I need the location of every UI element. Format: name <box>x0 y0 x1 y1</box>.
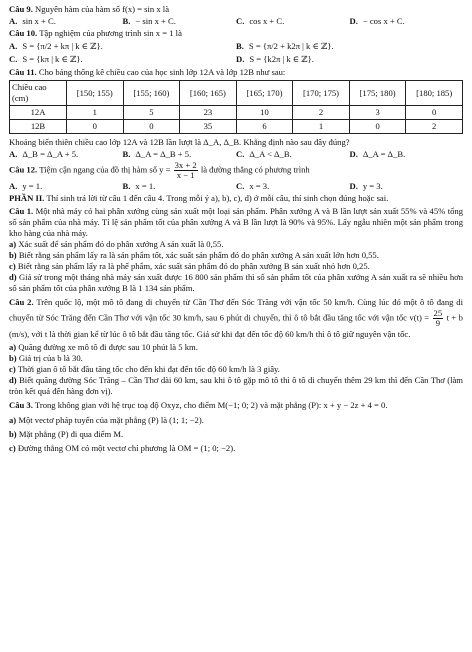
part2-question-3-text: Trong không gian với hệ trục toạ độ Oxyz, cho điểm M(−1; 0; 2) và mặt phẳng (P): x + y − 2z + 4 = 0. <box>34 399 388 410</box>
statement-label: d) <box>9 272 17 283</box>
table-cell: 1 <box>67 106 124 120</box>
option-label: B. <box>236 41 244 51</box>
statement-a[interactable] <box>9 342 463 353</box>
part2-question-3 <box>9 399 463 412</box>
option-a[interactable] <box>9 41 236 52</box>
statement-b[interactable] <box>9 353 463 364</box>
question-11-head: Câu 11. <box>9 67 37 77</box>
table-cell: 2 <box>293 106 350 120</box>
fraction-numerator: 25 <box>433 308 443 319</box>
statement-text: Xác suất để sản phẩm đó do phân xưởng A sản xuất là 0,55. <box>18 239 224 250</box>
question-11 <box>9 67 463 78</box>
table-header-label: Chiều cao (cm) <box>10 81 67 106</box>
option-text: − cos x + C. <box>362 16 405 26</box>
option-b[interactable] <box>236 41 463 52</box>
option-a[interactable] <box>9 16 123 27</box>
question-12-head: Câu 12. <box>9 164 38 175</box>
question-11-options <box>9 149 463 160</box>
table-cell: 6 <box>236 120 293 134</box>
table-row-label: 12A <box>10 106 67 120</box>
statement-a[interactable] <box>9 239 463 250</box>
option-text: x = 1. <box>135 181 156 192</box>
table-cell: 0 <box>406 106 463 120</box>
option-text: − sin x + C. <box>135 16 176 26</box>
height-statistics-table <box>9 80 463 134</box>
option-text: S = {k2π | k ∈ ℤ}. <box>249 54 314 64</box>
statement-label: b) <box>9 428 17 439</box>
question-11-text: Cho bảng thống kê chiều cao của học sinh lớp 12A và lớp 12B như sau: <box>38 67 286 77</box>
option-c[interactable] <box>236 181 350 192</box>
statement-c[interactable] <box>9 261 463 272</box>
question-12-options <box>9 181 463 192</box>
option-label: D. <box>236 54 245 64</box>
option-text: S = {kπ | k ∈ ℤ}. <box>22 54 83 64</box>
table-header-cell: [175; 180) <box>349 81 406 106</box>
part2-question-2-head: Câu 2. <box>9 297 34 308</box>
part2-question-2-text-end: t + b (m/s), với t là thời gian kể từ lúc ô tô bắt đầu tăng tốc. Giả sử khi đạt đến tốc độ 60 km/h thì ô tô giữ nguyên vận tốc. <box>9 312 463 340</box>
fraction <box>433 309 444 328</box>
question-9-options <box>9 16 463 27</box>
statement-c[interactable] <box>9 443 463 454</box>
option-a[interactable] <box>9 181 123 192</box>
question-10-text: Tập nghiệm của phương trình sin x = 1 là <box>39 28 182 38</box>
fraction-numerator: 3x + 2 <box>174 160 197 170</box>
part2-question-2-text: Trên quốc lộ, một mô tô đang di chuyển từ Cần Thơ đến Sóc Trăng với vận tốc 50 km/h. Cùng lúc đó một ô tô đang di chuyển từ Sóc Trăng đến Cần Thơ với vận tốc 30 km/h, sau 6 phút di chuyển, thì ô tô bắt đầu tăng tốc với vận tốc v(t) = <box>9 297 463 323</box>
option-text: Δ_A = Δ_B + 5. <box>135 149 192 159</box>
fraction-denominator: 9 <box>435 318 440 329</box>
question-9-text: Nguyên hàm của hàm số f(x) = sin x là <box>35 4 170 14</box>
part2-question-1-text: Một nhà máy có hai phân xưởng cùng sản xuất một loại sản phẩm. Phân xưởng A và B lần lượt sản xuất 55% và 45% tổng số sản phẩm của nhà máy. Tỉ lệ sản phẩm tốt của phân xưởng A và B lần lượt là 90% và 95%. Lấy ngẫu nhiên một sản phẩm trong kho hàng của nhà máy. <box>9 206 463 239</box>
question-12-text-end: là đường thẳng có phương trình <box>200 164 310 175</box>
statement-b[interactable] <box>9 250 463 261</box>
part-2-instructions <box>9 193 463 204</box>
option-d[interactable] <box>236 54 463 65</box>
statement-text: Giá trị của b là 30. <box>18 352 83 363</box>
table-header-cell: [170; 175) <box>293 81 350 106</box>
table-row <box>10 106 463 120</box>
option-label: A. <box>9 181 18 192</box>
option-label: B. <box>122 149 131 159</box>
statement-b[interactable] <box>9 429 463 440</box>
option-text: S = {π/2 + kπ | k ∈ ℤ}. <box>22 41 103 51</box>
option-d[interactable] <box>350 149 464 160</box>
option-a[interactable] <box>9 149 123 160</box>
table-row <box>10 120 463 134</box>
fraction <box>174 161 198 180</box>
table-header-cell: [150; 155) <box>67 81 124 106</box>
option-label: B. <box>122 181 131 192</box>
option-label: D. <box>349 16 358 26</box>
table-header-row <box>10 81 463 106</box>
question-9-head: Câu 9. <box>9 4 33 14</box>
question-12 <box>9 161 463 180</box>
table-header-cell: [160; 165) <box>180 81 237 106</box>
option-text: x = 3. <box>249 181 270 192</box>
statement-text: Biết rằng sản phẩm lấy ra là phế phẩm, xác suất sản phẩm đó do phân xưởng B sản xuất nhỏ hơn 0,25. <box>17 261 370 272</box>
statement-text: Biết quãng đường Sóc Trăng – Cần Thơ dài 60 km, sau khi ô tô gặp mô tô thì ô tô di chuyển thêm 29 km thì đến Cần Thơ (làm tròn kết quả đến hàng đơn vị). <box>9 374 463 396</box>
statement-label: a) <box>9 341 17 352</box>
option-d[interactable] <box>350 16 464 27</box>
question-10-options-row2 <box>9 54 463 65</box>
option-b[interactable] <box>123 16 237 27</box>
statement-label: c) <box>9 442 16 453</box>
option-label: A. <box>9 16 18 26</box>
question-10-options-row1 <box>9 41 463 52</box>
question-10 <box>9 28 463 39</box>
option-text: Δ_A = Δ_B. <box>362 149 406 159</box>
statement-text: Biết rằng sản phẩm lấy ra là sản phẩm tốt, xác suất sản phẩm đó do phân xưởng A sản xuất lớn hơn 0,55. <box>18 250 379 261</box>
table-cell: 0 <box>349 120 406 134</box>
table-header-cell: [165; 170) <box>236 81 293 106</box>
statement-text: Giả sử trong một tháng nhà máy sản xuất được 16 800 sản phẩm thì số sản phẩm tốt của phân xưởng A sản xuất ra sẽ nhiều hơn số sản phẩm tốt của phân xưởng B là 1 134 sản phẩm. <box>9 272 463 294</box>
table-cell: 2 <box>406 120 463 134</box>
part-2-head: PHẦN II. <box>9 193 45 204</box>
option-b[interactable] <box>123 149 237 160</box>
question-12-text: Tiệm cận ngang của đồ thị hàm số y = <box>39 164 171 175</box>
table-cell: 3 <box>349 106 406 120</box>
option-label: D. <box>349 181 358 192</box>
option-label: C. <box>9 54 18 64</box>
question-10-head: Câu 10. <box>9 28 38 38</box>
table-cell: 35 <box>180 120 237 134</box>
option-c[interactable] <box>9 54 236 65</box>
part2-question-1-head: Câu 1. <box>9 206 34 217</box>
table-cell: 0 <box>67 120 124 134</box>
table-row-label: 12B <box>10 120 67 134</box>
statement-label: a) <box>9 414 17 425</box>
statement-text: Thời gian ô tô bắt đầu tăng tốc cho đến khi đạt đến tốc độ 60 km/h là 3 giây. <box>17 363 280 374</box>
table-cell: 10 <box>236 106 293 120</box>
option-text: S = {π/2 + k2π | k ∈ ℤ}. <box>248 41 334 51</box>
option-label: C. <box>236 181 245 192</box>
option-text: Δ_B = Δ_A + 5. <box>22 149 79 159</box>
table-cell: 1 <box>293 120 350 134</box>
table-cell: 0 <box>123 120 180 134</box>
option-c[interactable] <box>236 149 350 160</box>
table-cell: 23 <box>180 106 237 120</box>
part2-question-1 <box>9 206 463 239</box>
statement-a[interactable] <box>9 415 463 426</box>
option-label: C. <box>236 149 245 159</box>
option-b[interactable] <box>123 181 237 192</box>
question-9 <box>9 4 463 15</box>
option-c[interactable] <box>236 16 350 27</box>
table-header-cell: [180; 185) <box>406 81 463 106</box>
statement-text: Quãng đường xe mô tô đi được sau 10 phút là 5 km. <box>18 341 198 352</box>
option-text: y = 3. <box>362 181 383 192</box>
part-2-text: Thí sinh trả lời từ câu 1 đến câu 4. Trong mỗi ý a), b), c), d) ở mỗi câu, thí sinh chọn đúng hoặc sai. <box>46 193 389 204</box>
option-text: cos x + C. <box>249 16 285 26</box>
statement-label: b) <box>9 250 17 261</box>
statement-label: a) <box>9 239 17 250</box>
option-label: A. <box>9 41 18 51</box>
statement-label: c) <box>9 261 16 272</box>
statement-text: Đường thẳng OM có một vectơ chỉ phương là OM = (1; 0; −2). <box>17 442 236 453</box>
statement-c[interactable] <box>9 364 463 375</box>
option-text: y = 1. <box>22 181 43 192</box>
part2-question-2 <box>9 296 463 342</box>
statement-d[interactable] <box>9 375 463 397</box>
question-11-prompt: Khoảng biến thiên chiều cao lớp 12A và 12B lần lượt là Δ_A, Δ_B. Khẳng định nào sau đây đúng? <box>9 137 350 147</box>
statement-label: c) <box>9 363 16 374</box>
option-d[interactable] <box>350 181 464 192</box>
option-label: B. <box>122 16 131 26</box>
statement-text: Mặt phẳng (P) đi qua điểm M. <box>18 428 124 439</box>
statement-text: Một vectơ pháp tuyến của mặt phẳng (P) là (1; 1; −2). <box>18 414 204 425</box>
statement-d[interactable] <box>9 272 463 294</box>
table-cell: 5 <box>123 106 180 120</box>
fraction-denominator: x − 1 <box>176 170 195 181</box>
option-text: Δ_A < Δ_B. <box>249 149 292 159</box>
table-header-cell: [155; 160) <box>123 81 180 106</box>
statement-label: d) <box>9 374 17 385</box>
option-label: D. <box>349 149 358 159</box>
option-label: A. <box>9 149 18 159</box>
statement-label: b) <box>9 352 17 363</box>
option-label: C. <box>236 16 245 26</box>
option-text: sin x + C. <box>22 16 56 26</box>
part2-question-3-head: Câu 3. <box>9 399 33 410</box>
